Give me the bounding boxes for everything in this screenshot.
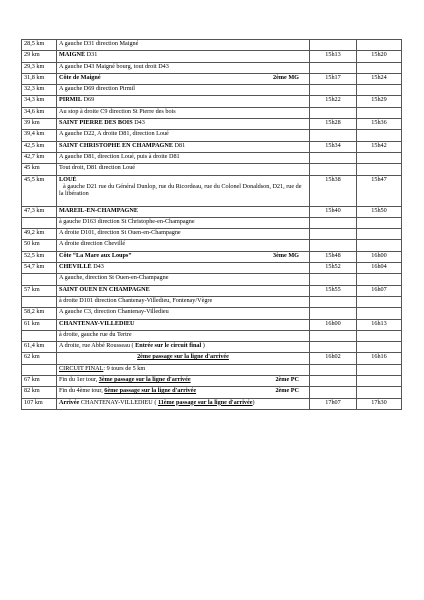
route-text-part: D31 xyxy=(86,51,98,59)
time-late-cell xyxy=(357,330,402,341)
distance-cell: 61,4 km xyxy=(22,342,57,353)
table-row xyxy=(22,342,402,353)
time-late-cell: 16h00 xyxy=(357,251,402,262)
distance-cell: 107 km xyxy=(22,398,57,409)
table-row xyxy=(22,40,402,51)
route-text-part: à gauche D163 direction St Christophe-en-Champagne xyxy=(59,217,195,225)
time-late-cell xyxy=(357,164,402,175)
distance-cell: 54,7 km xyxy=(22,263,57,274)
time-early-cell: 15h17 xyxy=(310,73,357,84)
route-description-cell xyxy=(57,353,310,364)
time-late-cell xyxy=(357,387,402,398)
distance-cell: 58,2 km xyxy=(22,308,57,319)
distance-cell: 32,3 km xyxy=(22,85,57,96)
route-description-cell xyxy=(57,296,310,307)
time-late-cell: 15h47 xyxy=(357,175,402,206)
time-early-cell xyxy=(310,217,357,228)
route-description-cell xyxy=(57,40,310,51)
distance-cell: 28,5 km xyxy=(22,40,57,51)
route-description-cell xyxy=(57,130,310,141)
route-text-part: Au stop à droite C9 direction St Pierre des bois xyxy=(59,107,176,115)
route-text-part: Arrivée xyxy=(59,398,80,406)
distance-cell: 45 km xyxy=(22,164,57,175)
table-row xyxy=(22,107,402,118)
table-row xyxy=(22,285,402,296)
route-text-part: Fin du 4ème tour, xyxy=(59,387,103,395)
distance-cell xyxy=(22,364,57,375)
table-row xyxy=(22,364,402,375)
table-row xyxy=(22,319,402,330)
route-text-part: D69 xyxy=(83,96,95,104)
time-late-cell: 15h42 xyxy=(357,141,402,152)
time-early-cell xyxy=(310,330,357,341)
time-early-cell xyxy=(310,229,357,240)
route-description-cell xyxy=(57,240,310,251)
route-text-part: 3ème MG xyxy=(273,251,299,259)
distance-cell: 29 km xyxy=(22,51,57,62)
time-early-cell xyxy=(310,387,357,398)
table-row xyxy=(22,62,402,73)
route-text-part: à gauche D21 rue du Général Dunlop, rue du Ricordeau, rue du Colonel Donaldson, D21, rue de la libération xyxy=(59,182,302,197)
route-description-cell xyxy=(57,319,310,330)
time-late-cell xyxy=(357,130,402,141)
route-text-part: LOUÉ xyxy=(59,175,77,183)
distance-cell: 34,3 km xyxy=(22,96,57,107)
table-row xyxy=(22,152,402,163)
route-text-part: ) xyxy=(202,342,205,350)
route-description-cell xyxy=(57,206,310,217)
route-text-part: à droite D101 direction Chantenay-Villedieu, Fontenay/Vègre xyxy=(59,296,213,304)
time-late-cell: 16h13 xyxy=(357,319,402,330)
route-description-cell xyxy=(57,164,310,175)
route-text-part: 2ème MG xyxy=(273,73,299,81)
route-table-body xyxy=(22,40,402,410)
route-description-cell xyxy=(57,364,310,375)
time-early-cell xyxy=(310,364,357,375)
time-late-cell xyxy=(357,62,402,73)
route-text-part: A gauche D22, A droite D81, direction Loué xyxy=(59,130,169,138)
route-description-cell xyxy=(57,285,310,296)
route-text-part: MAIGNÉ xyxy=(59,51,86,59)
route-text-part: PIRMIL xyxy=(59,96,83,104)
distance-cell: 49,2 km xyxy=(22,229,57,240)
table-row xyxy=(22,73,402,84)
route-description-cell xyxy=(57,141,310,152)
time-early-cell xyxy=(310,296,357,307)
route-text-part: Côte de Maigné xyxy=(59,73,101,81)
route-text-part: D81 xyxy=(174,141,186,149)
route-text-part: D43 xyxy=(93,263,104,271)
time-late-cell xyxy=(357,240,402,251)
table-row xyxy=(22,353,402,364)
route-description-cell xyxy=(57,308,310,319)
time-early-cell xyxy=(310,274,357,285)
route-text-part: : 9 tours de 5 km xyxy=(103,364,146,372)
table-row xyxy=(22,387,402,398)
route-description-cell xyxy=(57,398,310,409)
time-late-cell: 15h29 xyxy=(357,96,402,107)
route-description-cell xyxy=(57,62,310,73)
time-early-cell xyxy=(310,342,357,353)
distance-cell: 45,5 km xyxy=(22,175,57,206)
distance-cell: 57 km xyxy=(22,285,57,296)
table-row xyxy=(22,96,402,107)
route-description-cell xyxy=(57,229,310,240)
distance-cell: 52,5 km xyxy=(22,251,57,262)
time-late-cell xyxy=(357,376,402,387)
table-row xyxy=(22,206,402,217)
route-text-part: D43 xyxy=(134,119,145,127)
route-text-part: 2ème passage sur la ligne d'arrivée xyxy=(137,353,229,361)
distance-cell xyxy=(22,296,57,307)
time-late-cell: 16h04 xyxy=(357,263,402,274)
time-late-cell: 15h50 xyxy=(357,206,402,217)
route-text-part: CIRCUIT FINAL xyxy=(59,364,104,372)
route-description-cell xyxy=(57,376,310,387)
time-late-cell xyxy=(357,342,402,353)
time-early-cell: 15h22 xyxy=(310,96,357,107)
distance-cell: 82 km xyxy=(22,387,57,398)
route-description-cell xyxy=(57,342,310,353)
time-early-cell: 16h02 xyxy=(310,353,357,364)
table-row xyxy=(22,141,402,152)
time-early-cell: 15h40 xyxy=(310,206,357,217)
table-row xyxy=(22,130,402,141)
route-description-cell xyxy=(57,217,310,228)
table-row xyxy=(22,119,402,130)
distance-cell: 39,4 km xyxy=(22,130,57,141)
time-late-cell xyxy=(357,364,402,375)
route-description-cell xyxy=(57,152,310,163)
route-text-part: MAREIL-EN-CHAMPAGNE xyxy=(59,206,138,214)
distance-cell: 29,3 km xyxy=(22,62,57,73)
table-row xyxy=(22,217,402,228)
time-early-cell: 15h38 xyxy=(310,175,357,206)
table-row xyxy=(22,308,402,319)
table-row xyxy=(22,330,402,341)
time-early-cell xyxy=(310,130,357,141)
time-late-cell xyxy=(357,217,402,228)
route-text-part: 2ème PC xyxy=(275,387,299,395)
time-late-cell xyxy=(357,229,402,240)
route-description-cell xyxy=(57,274,310,285)
time-early-cell: 16h00 xyxy=(310,319,357,330)
time-early-cell xyxy=(310,85,357,96)
distance-cell xyxy=(22,217,57,228)
distance-cell xyxy=(22,274,57,285)
distance-cell: 34,6 km xyxy=(22,107,57,118)
route-text-part: A gauche C3, direction Chantenay-Villedieu xyxy=(59,308,169,316)
distance-cell: 31,8 km xyxy=(22,73,57,84)
table-row xyxy=(22,240,402,251)
route-text-part: 11ème passage sur la ligne d'arrivée xyxy=(157,398,253,406)
route-text-part: A droite direction Chevillé xyxy=(59,240,126,248)
route-text-part: CHANTENAY-VILLEDIEU ( xyxy=(80,398,157,406)
time-early-cell: 15h52 xyxy=(310,263,357,274)
time-early-cell xyxy=(310,308,357,319)
route-text-part: A droite, rue Abbé Rousseau ( xyxy=(59,342,134,350)
time-early-cell: 15h28 xyxy=(310,119,357,130)
route-text-part: A gauche D69 direction Pirmil xyxy=(59,85,135,93)
time-late-cell: 16h07 xyxy=(357,285,402,296)
route-text-part: 6ème passage sur la ligne d'arrivée xyxy=(104,387,197,395)
table-row xyxy=(22,274,402,285)
route-description-cell xyxy=(57,175,310,206)
time-late-cell: 17h30 xyxy=(357,398,402,409)
distance-cell: 39 km xyxy=(22,119,57,130)
route-description-cell xyxy=(57,73,310,84)
time-early-cell xyxy=(310,152,357,163)
route-text-part: à droite, gauche rue du Tertre xyxy=(59,330,132,338)
time-late-cell xyxy=(357,274,402,285)
table-row xyxy=(22,51,402,62)
time-late-cell xyxy=(357,152,402,163)
time-late-cell xyxy=(357,107,402,118)
table-row xyxy=(22,263,402,274)
route-text-part: SAINT OUEN EN CHAMPAGNE xyxy=(59,285,150,293)
time-late-cell xyxy=(357,296,402,307)
table-row xyxy=(22,85,402,96)
time-early-cell: 15h13 xyxy=(310,51,357,62)
route-table xyxy=(21,39,402,410)
route-description-cell xyxy=(57,263,310,274)
distance-cell: 50 km xyxy=(22,240,57,251)
table-row xyxy=(22,251,402,262)
time-early-cell xyxy=(310,107,357,118)
time-late-cell xyxy=(357,85,402,96)
route-description-cell xyxy=(57,107,310,118)
route-text-part: Tout droit, D81 direction Loué xyxy=(59,164,136,172)
distance-cell: 61 km xyxy=(22,319,57,330)
route-text-part: Fin du 1er tour, xyxy=(59,376,98,384)
time-early-cell: 17h07 xyxy=(310,398,357,409)
route-description-cell xyxy=(57,119,310,130)
route-text-part: SAINT PIERRE DES BOIS xyxy=(59,119,133,127)
time-early-cell xyxy=(310,376,357,387)
time-early-cell: 15h48 xyxy=(310,251,357,262)
time-late-cell: 16h16 xyxy=(357,353,402,364)
time-early-cell xyxy=(310,40,357,51)
route-text-part: Entrée sur le circuit final xyxy=(133,342,203,350)
route-text-part: A gauche D31 direction Maigné xyxy=(59,40,139,47)
time-late-cell xyxy=(357,40,402,51)
route-description-cell xyxy=(57,96,310,107)
route-text-part: SAINT CHRISTOPHE EN CHAMPAGNE xyxy=(59,141,173,149)
distance-cell: 67 km xyxy=(22,376,57,387)
distance-cell: 62 km xyxy=(22,353,57,364)
table-row xyxy=(22,398,402,409)
route-description-cell xyxy=(57,251,310,262)
route-text-part: ) xyxy=(252,398,255,406)
route-text-part: 3ème passage sur la ligne d'arrivée xyxy=(98,376,191,384)
route-text-part: 2ème PC xyxy=(275,376,299,384)
time-early-cell xyxy=(310,62,357,73)
table-row xyxy=(22,296,402,307)
time-late-cell: 15h36 xyxy=(357,119,402,130)
route-description-cell xyxy=(57,85,310,96)
distance-cell: 42,7 km xyxy=(22,152,57,163)
time-early-cell xyxy=(310,240,357,251)
route-text-part: A droite D101, direction St Ouen-en-Champagne xyxy=(59,229,181,237)
distance-cell: 42,5 km xyxy=(22,141,57,152)
distance-cell xyxy=(22,330,57,341)
time-early-cell: 15h55 xyxy=(310,285,357,296)
route-text-part: CHANTENAY-VILLEDIEU xyxy=(59,319,135,327)
time-late-cell xyxy=(357,308,402,319)
time-early-cell: 15h34 xyxy=(310,141,357,152)
route-description-cell xyxy=(57,387,310,398)
table-row xyxy=(22,229,402,240)
route-text-part: A gauche, direction St Ouen-en-Champagne xyxy=(59,274,169,282)
time-late-cell: 15h20 xyxy=(357,51,402,62)
route-text-part: A gauche D43 Maigné bourg, tout droit D43 xyxy=(59,62,169,70)
route-text-part: CHEVILLÉ xyxy=(59,263,92,271)
time-late-cell: 15h24 xyxy=(357,73,402,84)
table-row xyxy=(22,175,402,206)
route-text-part: Côte “La Mare aux Loups” xyxy=(59,251,132,259)
table-row xyxy=(22,376,402,387)
distance-cell: 47,3 km xyxy=(22,206,57,217)
route-description-cell xyxy=(57,51,310,62)
table-row xyxy=(22,164,402,175)
time-early-cell xyxy=(310,164,357,175)
route-description-cell xyxy=(57,330,310,341)
route-text-part: A gauche D81, direction Loué, puis à droite D81 xyxy=(59,152,180,160)
